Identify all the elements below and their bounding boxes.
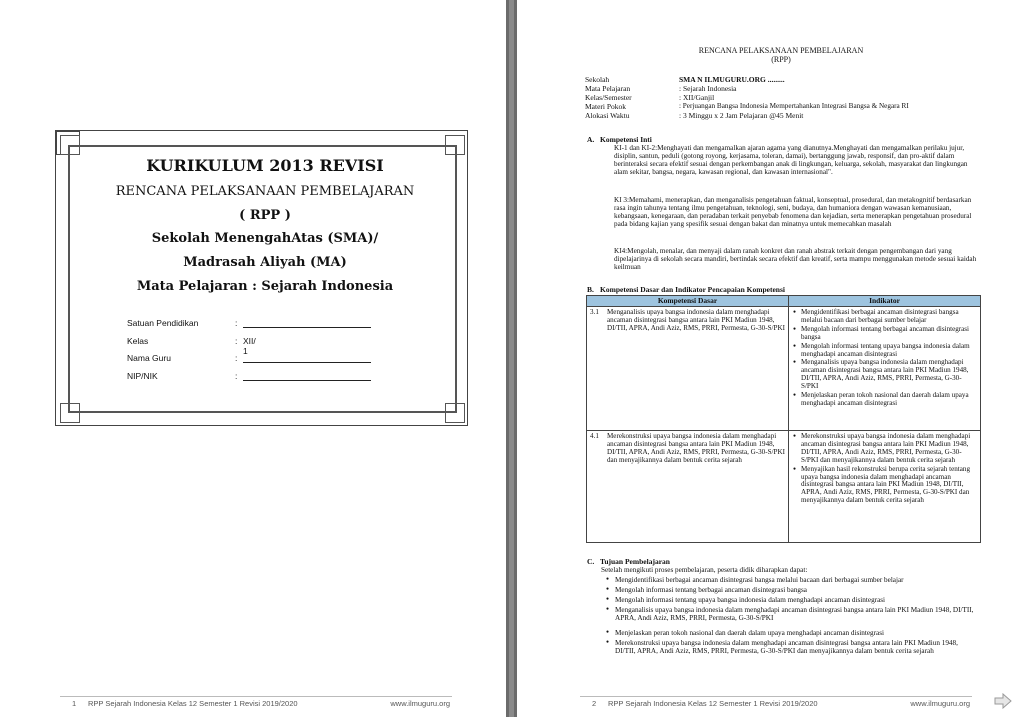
cover-school-line2: Madrasah Aliyah (MA) — [183, 255, 347, 270]
field-colon: : — [235, 371, 238, 381]
kd-text: Merekonstruksi upaya bangsa indonesia dalam menghadapi ancaman disintegrasi bangsa antara lain PKI Madiun 1948, DI/TII, APRA, Andi Aziz, RMS, PRRI, Permesta, G-30-S/PKI dan menyajikannya dalam bentuk cerita sejarah — [607, 432, 785, 464]
indicator-cell — [789, 307, 981, 431]
indicator-item: ● Mengidentifikasi berbagai ancaman disintegrasi bangsa melalui bacaan dari berbagai sumber belajar — [801, 309, 977, 325]
indicator-list — [792, 433, 977, 505]
field-value: XII/ 1 — [243, 336, 256, 356]
ki-item: ◆ KI4:Mengolah, menalar, dan menyaji dalam ranah konkret dan ranah abstrak terkait dengan pengembangan dari yang dipelajarinya di sekolah secara mandiri, bertindak secara efektif dan kreatif, serta mampu menggunakan metode sesuai kaidah keilmuan — [614, 247, 978, 273]
tujuan-item: ● Mengolah informasi tentang upaya bangsa indonesia dalam menghadapi ancaman disintegrasi — [615, 596, 979, 604]
field-label: NIP/NIK — [127, 371, 158, 381]
section-title: Kompetensi Inti — [600, 135, 652, 144]
section-letter: A. — [587, 135, 595, 144]
indicator-item: ● Menganalisis upaya bangsa indonesia dalam menghadapi ancaman disintegrasi bangsa antara lain PKI Madiun 1948, DI/TII, APRA, Andi Aziz, RMS, PRRI, Permesta, G-30-S/PKI — [801, 359, 977, 391]
indicator-item: ● Merekonstruksi upaya bangsa indonesia dalam menghadapi ancaman disintegrasi bangsa antara lain PKI Madiun 1948, DI/TII, APRA, Andi Aziz, RMS, PRRI, Permesta, G-30-S/PKI dan menyajikannya dalam bentuk cerita sejarah — [801, 433, 977, 465]
field-colon: : — [235, 318, 238, 328]
section-a-heading — [587, 135, 652, 144]
meta-label: Mata Pelajaran — [585, 84, 631, 93]
footer-text: RPP Sejarah Indonesia Kelas 12 Semester 1 Revisi 2019/2020 — [88, 699, 298, 708]
section-c-heading — [587, 557, 670, 566]
page-gutter-line — [509, 0, 514, 717]
ki-item: ◆ KI-1 dan KI-2:Menghayati dan mengamalkan ajaran agama yang dianutnya.Menghayati dan mengamalkan perilaku jujur, disiplin, santun, peduli (gotong royong, kerjasama, toleran, damai), bertanggung jawab, responsif, dan pro-aktif dalam berinteraksi secara efektif sesuai dengan perkembangan anak di lingkungan, keluarga, sekolah, masyarakat dan lingkungan alam sekitar, bangsa, negara, kawasan regional, dan kawasan internasional". — [614, 144, 978, 186]
cover-school-line1: Sekolah MenengahAtas (SMA)/ — [151, 231, 379, 246]
cover-subject: Mata Pelajaran : Sejarah Indonesia — [136, 279, 394, 294]
section-letter: C. — [587, 557, 595, 566]
doc-title-line2: (RPP) — [771, 55, 791, 64]
tujuan-item: ● Merekonstruksi upaya bangsa indonesia dalam menghadapi ancaman disintegrasi bangsa antara lain PKI Madiun 1948, DI/TII, APRA, Andi Aziz, RMS, PRRI, Permesta, G-30-S/PKI dan menyajikannya dalam bentuk cerita sejarah — [615, 639, 979, 655]
section-letter: B. — [587, 285, 594, 294]
ki-item: ◆ KI 3:Memahami, menerapkan, dan menganalisis pengetahuan faktual, konseptual, prosedural, dan metakognitif berdasarkan rasa ingin tahunya tentang ilmu pengetahuan, teknologi, seni, budaya, dan humaniora dengan wawasan kemanusiaan, kebangsaan, kenegaraan, dan peradaban terkait penyebab fenomena dan kejadian, serta menerapkan pengetahuan prosedural pada bidang kajian yang spesifik sesuai dengan bakat dan minatnya untuk memecahkan masalah — [614, 196, 978, 246]
page-number: 1 — [72, 699, 77, 708]
tujuan-intro: Setelah mengikuti proses pembelajaran, peserta didik diharapkan dapat: — [601, 566, 808, 574]
indicator-item: ● Menyajikan hasil rekonstruksi berupa cerita sejarah tentang upaya bangsa indonesia dalam menghadapi ancaman disintegrasi bangsa antara lain PKI Madiun 1948, DI/TII, APRA, Andi Aziz, RMS, PRRI, Permesta, G-30-S/PKI dan menyajikannya dalam bentuk cerita sejarah — [801, 466, 977, 506]
section-title: Tujuan Pembelajaran — [600, 557, 670, 566]
kd-cell — [587, 431, 789, 543]
arrow-right-icon[interactable] — [994, 693, 1012, 709]
tujuan-item: ● Mengidentifikasi berbagai ancaman disintegrasi bangsa melalui bacaan dari berbagai sumber belajar — [615, 576, 979, 584]
table-header-row — [587, 296, 981, 307]
meta-label: Sekolah — [585, 75, 610, 84]
table-header: Indikator — [789, 296, 981, 307]
indicator-item: ● Menjelaskan peran tokoh nasional dan daerah dalam upaya menghadapi ancaman disintegrasi — [801, 392, 977, 408]
cover-rpp: ( RPP ) — [239, 208, 291, 223]
kd-table — [586, 295, 981, 543]
page-number: 2 — [592, 699, 597, 708]
meta-value: : Sejarah Indonesia — [679, 84, 737, 93]
meta-value: : Perjuangan Bangsa Indonesia Mempertahankan Integrasi Bangsa & Negara RI — [679, 102, 909, 110]
tujuan-item: ● Menjelaskan peran tokoh nasional dan daerah dalam upaya menghadapi ancaman disintegrasi — [615, 629, 979, 637]
cover-title: KURIKULUM 2013 REVISI — [146, 156, 384, 175]
page-1 — [0, 0, 506, 717]
meta-value: : XII/Ganjil — [679, 93, 715, 102]
footer-url[interactable]: www.ilmuguru.org — [390, 699, 450, 708]
tujuan-item: ● Menganalisis upaya bangsa indonesia dalam menghadapi ancaman disintegrasi bangsa antara lain PKI Madiun 1948, DI/TII, APRA, Andi Aziz, RMS, PRRI, Permesta, G-30-S/PKI — [615, 606, 979, 622]
section-title: Kompetensi Dasar dan Indikator Pencapaian Kompetensi — [600, 285, 785, 294]
page-2-footer — [580, 696, 972, 709]
field-label: Satuan Pendidikan — [127, 318, 199, 328]
kd-number: 4.1 — [590, 432, 599, 440]
meta-value: : 3 Minggu x 2 Jam Pelajaran @45 Menit — [679, 111, 804, 120]
doc-title — [585, 46, 977, 64]
indicator-list — [792, 309, 977, 408]
kd-cell — [587, 307, 789, 431]
footer-text: RPP Sejarah Indonesia Kelas 12 Semester 1 Revisi 2019/2020 — [608, 699, 818, 708]
footer-url[interactable]: www.ilmuguru.org — [910, 699, 970, 708]
field-colon: : — [235, 353, 238, 363]
cover-subtitle: RENCANA PELAKSANAAN PEMBELAJARAN — [115, 184, 415, 199]
section-b-heading — [587, 285, 785, 294]
indicator-cell — [789, 431, 981, 543]
indicator-item: ● Mengolah informasi tentang berbagai ancaman disintegrasi bangsa — [801, 326, 977, 342]
page-1-footer — [60, 696, 452, 709]
field-label: Kelas — [127, 336, 149, 346]
field-blank[interactable] — [243, 353, 371, 363]
kd-text: Menganalisis upaya bangsa indonesia dalam menghadapi ancaman disintegrasi bangsa antara lain PKI Madiun 1948, DI/TII, APRA, Andi Aziz, RMS, PRRI, Permesta, G-30-S/PKI — [607, 308, 785, 332]
field-colon: : — [235, 336, 238, 346]
meta-value: SMA N ILMUGURU.ORG ......... — [679, 75, 785, 84]
table-row — [587, 431, 981, 543]
kd-number: 3.1 — [590, 308, 599, 316]
meta-label: Materi Pokok — [585, 102, 627, 111]
table-row — [587, 307, 981, 431]
field-blank[interactable] — [243, 371, 371, 381]
field-label: Nama Guru — [127, 353, 171, 363]
table-header: Kompetensi Dasar — [587, 296, 789, 307]
indicator-item: ● Mengolah informasi tentang upaya bangsa indonesia dalam menghadapi ancaman disintegrasi — [801, 343, 977, 359]
meta-label: Alokasi Waktu — [585, 111, 630, 120]
field-blank[interactable] — [243, 318, 371, 328]
tujuan-item: ● Mengolah informasi tentang berbagai ancaman disintegrasi bangsa — [615, 586, 979, 594]
meta-label: Kelas/Semester — [585, 93, 632, 102]
doc-title-line1: RENCANA PELAKSANAAN PEMBELAJARAN — [698, 46, 864, 55]
